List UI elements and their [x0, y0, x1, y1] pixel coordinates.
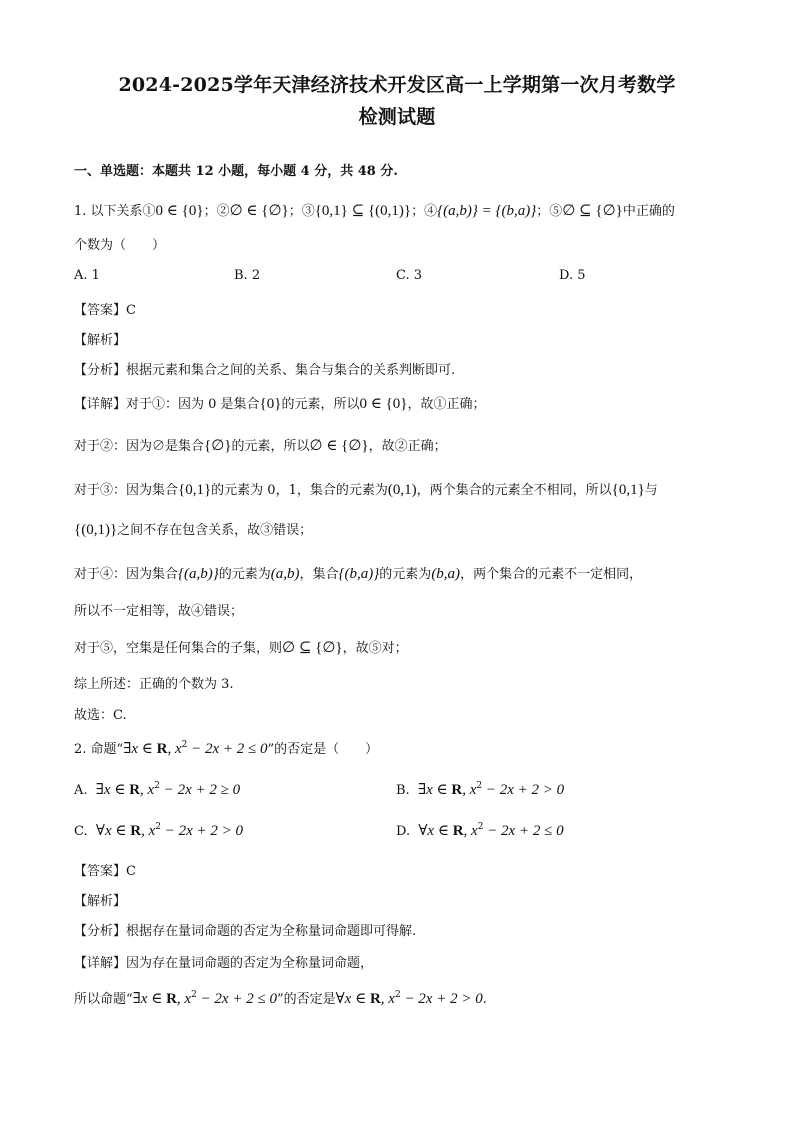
q2-option-b-var: , x [462, 782, 477, 798]
q1-detail-3 [74, 479, 658, 499]
q1-d2-text: 对于②：因为∅是集合 [74, 439, 205, 454]
q2-final-quantifier-2: ∀x ∈ [335, 991, 370, 1007]
q2-option-b-exp: 2 [476, 781, 483, 791]
q1-analysis-label: 【解析】 [74, 333, 127, 348]
q1-d2-text-2: 的元素，所以 [231, 439, 310, 454]
q1-relation-2: ∅ ∈ {∅} [229, 203, 289, 219]
title-line-2: 检测试题 [358, 106, 436, 128]
q2-quantifier: ∃x ∈ [123, 741, 157, 757]
q1-detail-5 [74, 637, 408, 657]
q2-option-b-quantifier: ∃x ∈ [417, 782, 452, 798]
q1-sep-3: ；③ [288, 204, 315, 219]
q1-d1-text-2: 的元素，所以 [281, 397, 360, 412]
q2-option-d [396, 821, 564, 840]
q1-relation-1: 0 ∈ {0} [155, 203, 204, 219]
q1-d4-set: {(a,b)} [178, 566, 219, 582]
q2-final-var-2: , x [380, 991, 395, 1007]
q1-relation-5: ∅ ⊆ {∅} [562, 203, 623, 219]
q1-stem-line-1 [74, 200, 675, 220]
q2-option-d-var: , x [463, 823, 478, 839]
q2-option-c-exp: 2 [155, 822, 161, 832]
q2-option-b-ineq: − 2x + 2 > 0 [482, 782, 565, 798]
q1-relation-4: {(a,b)} = {(b,a)} [437, 203, 537, 219]
q1-detail-2 [74, 435, 447, 455]
q2-final-middle: ”的否定是 [276, 992, 336, 1007]
q1-option-b: B. 2 [234, 268, 261, 283]
q2-option-c-label: C. [74, 824, 88, 839]
q2-option-d-exp: 2 [477, 822, 484, 832]
title-line-1: 2024-2025学年天津经济技术开发区高一上学期第一次月考数学 [118, 74, 676, 96]
q1-d3-end: 之间不存在包含关系，故③错误； [117, 523, 313, 538]
q2-analysis: 【分析】根据存在量词命题的否定为全称量词命题即可得解. [74, 924, 417, 939]
q1-d4-text-4: 的元素为 [379, 567, 432, 582]
q1-d3-text-2: 的元素为 0，1，集合的元素为 [211, 483, 388, 498]
q1-summary: 综上所述：正确的个数为 3. [74, 677, 234, 692]
q2-inequality: − 2x + 2 ≤ 0 [187, 741, 268, 757]
q2-final-ineq-1: − 2x + 2 ≤ 0 [196, 991, 277, 1007]
q2-answer: 【答案】C [74, 864, 136, 879]
q1-sep-5: ；⑤ [536, 204, 563, 219]
q2-final-exp-1: 2 [191, 990, 197, 1000]
q2-var: , x [167, 741, 182, 757]
q1-d3-and: 与 [644, 483, 658, 498]
q1-d2-set: {∅} [204, 438, 232, 454]
q2-conclusion [74, 988, 487, 1008]
q1-relation-3: {0,1} ⊆ {(0,1)} [314, 203, 412, 219]
q2-final-ineq-2: − 2x + 2 > 0 [400, 991, 483, 1007]
q2-final-quantifier-1: ∃x ∈ [132, 991, 167, 1007]
q2-option-d-real: R [452, 823, 464, 839]
q1-option-d: D. 5 [559, 268, 586, 283]
q1-d4-pair: (a,b) [270, 566, 300, 582]
q2-final-prefix: 所以命题“ [74, 992, 133, 1007]
q2-final-real-1: R [166, 991, 177, 1007]
q1-d2-end: ，故②正确； [368, 439, 447, 454]
section-heading: 一、单选题：本题共 12 小题，每小题 4 分，共 48 分. [74, 164, 398, 179]
q2-option-a-var: , x [140, 782, 155, 798]
q2-option-a-ineq: − 2x + 2 ≥ 0 [159, 782, 241, 798]
q1-d5-text: 对于⑤，空集是任何集合的子集，则 [74, 641, 283, 656]
q1-analysis: 【分析】根据元素和集合之间的关系、集合与集合的关系判断即可. [74, 363, 456, 378]
q2-final-var-1: , x [176, 991, 192, 1007]
q2-option-d-ineq: − 2x + 2 ≤ 0 [483, 823, 564, 839]
q2-prefix: 2. 命题“ [74, 742, 124, 757]
q1-d4-text-5: ，两个集合的元素不一定相同， [460, 567, 643, 582]
q2-exponent: 2 [181, 740, 188, 750]
q1-d4-text-3: ，集合 [299, 567, 339, 582]
q2-option-b-label: B. [396, 783, 410, 798]
q2-option-a-label: A. [74, 783, 88, 798]
q1-d1-set: {0} [259, 396, 282, 412]
q2-final-real-2: R [369, 991, 381, 1007]
q2-option-c-real: R [130, 823, 142, 839]
q1-option-c: C. 3 [396, 268, 423, 283]
q2-option-b-real: R [451, 782, 463, 798]
q2-option-c-var: , x [141, 823, 156, 839]
q2-real-set: R [156, 741, 168, 757]
q1-d3-set-3: {(0,1)} [74, 522, 118, 538]
q1-d2-relation: ∅ ∈ {∅} [309, 438, 369, 454]
q1-choose: 故选：C. [74, 708, 127, 723]
q1-d5-relation: ∅ ⊆ {∅} [282, 640, 343, 656]
q1-sep-2: ；② [203, 204, 230, 219]
q2-option-c [74, 821, 243, 840]
q2-detail: 【详解】因为存在量词命题的否定为全称量词命题， [74, 956, 374, 971]
q2-analysis-label: 【解析】 [74, 894, 127, 909]
q1-detail-1 [74, 393, 486, 413]
q1-d3-set-2: {0,1} [611, 482, 645, 498]
q1-d5-end: ，故⑤对； [342, 641, 408, 656]
q1-stem-line-2: 个数为（ ） [74, 238, 166, 253]
q2-final-end: . [482, 992, 487, 1007]
q1-detail-3-cont [74, 519, 312, 539]
q2-option-a-exp: 2 [154, 781, 160, 791]
q1-d3-text-3: ，两个集合的元素全不相同，所以 [416, 483, 612, 498]
q2-option-a-quantifier: ∃x ∈ [95, 782, 130, 798]
q1-d3-text: 对于③：因为集合 [74, 483, 179, 498]
q1-prefix: 1. 以下关系① [74, 204, 156, 219]
q1-detail-4 [74, 563, 642, 583]
q1-d4-text: 对于④：因为集合 [74, 567, 179, 582]
q1-d1-text: 【详解】对于①：因为 0 是集合 [74, 397, 260, 412]
q1-sep-4: ；④ [411, 204, 438, 219]
q2-option-d-label: D. [396, 824, 411, 839]
q1-d1-relation: 0 ∈ {0} [359, 396, 408, 412]
q2-option-d-quantifier: ∀x ∈ [418, 823, 453, 839]
q1-d4-text-2: 的元素为 [218, 567, 271, 582]
q2-option-c-quantifier: ∀x ∈ [95, 823, 131, 839]
q2-option-b [396, 780, 564, 799]
q1-d3-set: {0,1} [178, 482, 212, 498]
q2-final-exp-2: 2 [394, 990, 401, 1000]
q2-option-a-real: R [129, 782, 141, 798]
q2-option-c-ineq: − 2x + 2 > 0 [160, 823, 243, 839]
q2-option-a [74, 780, 240, 799]
q1-d4-set-2: {(b,a)} [338, 566, 380, 582]
q1-d3-pair: (0,1) [387, 482, 417, 498]
q1-detail-4-cont: 所以不一定相等，故④错误； [74, 604, 244, 619]
q1-answer: 【答案】C [74, 303, 136, 318]
q2-suffix: ”的否定是（ ） [267, 742, 379, 757]
q2-stem [74, 738, 378, 758]
q1-option-a: A. 1 [74, 268, 100, 283]
q1-d1-end: ，故①正确； [407, 397, 486, 412]
q1-d4-pair-2: (b,a) [431, 566, 461, 582]
q1-suffix: 中正确的 [622, 204, 675, 219]
